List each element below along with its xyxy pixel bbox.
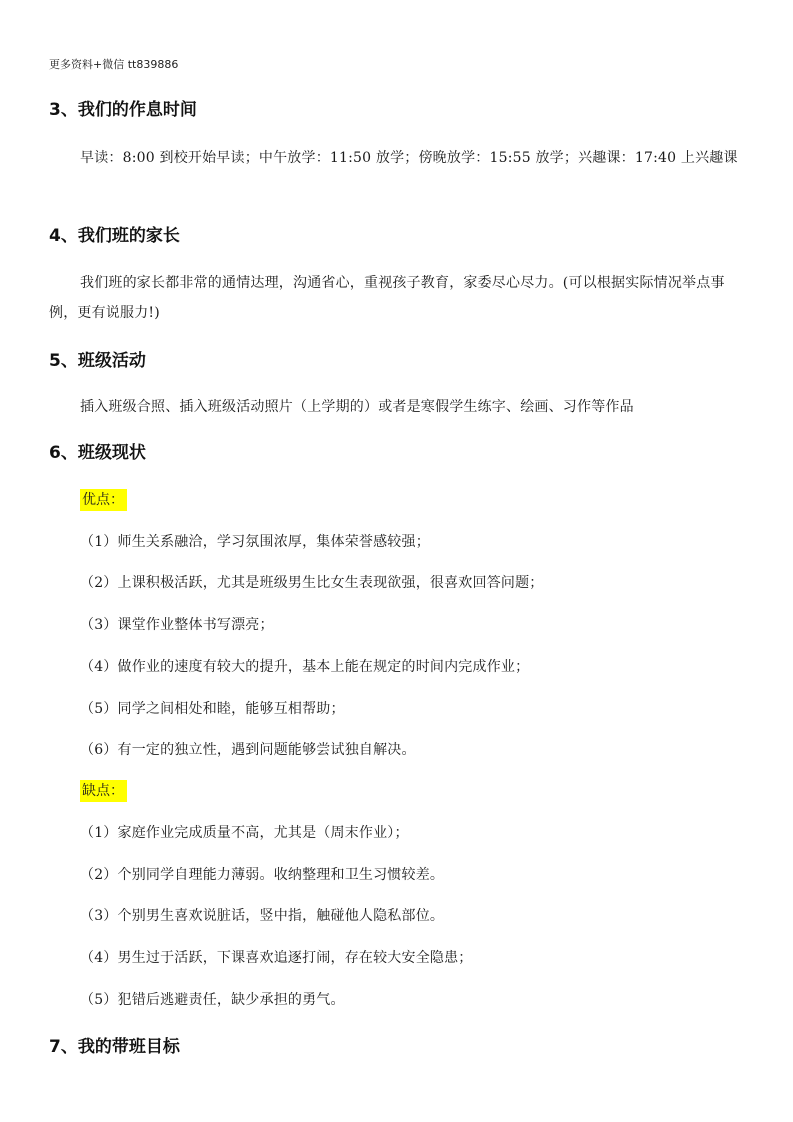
cons-item: （3）个别男生喜欢说脏话，竖中指，触碰他人隐私部位。 — [80, 908, 445, 924]
schedule-paragraph: 早读：8:00 到校开始早读；中午放学：11:50 放学；傍晚放学：15:55 放学；兴趣课：17:40 上兴趣课 — [80, 150, 738, 166]
pros-item: （2）上课积极活跃，尤其是班级男生比女生表现欲强，很喜欢回答问题； — [80, 575, 544, 591]
pros-item: （5）同学之间相处和睦，能够互相帮助； — [80, 701, 345, 717]
section-heading-schedule: 3、我们的作息时间 — [49, 100, 197, 120]
pros-label: 优点： — [80, 489, 127, 511]
activities-paragraph: 插入班级合照、插入班级活动照片（上学期的）或者是寒假学生练字、绘画、习作等作品 — [80, 399, 634, 415]
cons-item: （2）个别同学自理能力薄弱。收纳整理和卫生习惯较差。 — [80, 867, 445, 883]
pros-item: （4）做作业的速度有较大的提升，基本上能在规定的时间内完成作业； — [80, 659, 530, 675]
cons-item: （1）家庭作业完成质量不高，尤其是（周末作业）； — [80, 825, 409, 841]
section-heading-activities: 5、班级活动 — [49, 351, 146, 371]
pros-item: （3）课堂作业整体书写漂亮； — [80, 617, 274, 633]
pros-item: （6）有一定的独立性，遇到问题能够尝试独自解决。 — [80, 742, 416, 758]
cons-item: （5）犯错后逃避责任，缺少承担的勇气。 — [80, 992, 345, 1008]
section-heading-parents: 4、我们班的家长 — [49, 226, 180, 246]
section-heading-class-status: 6、班级现状 — [49, 443, 146, 463]
parents-paragraph: 我们班的家长都非常的通情达理，沟通省心，重视孩子教育，家委尽心尽力。(可以根据实际情况举点事例，更有说服力!) — [49, 275, 725, 321]
cons-item: （4）男生过于活跃，下课喜欢追逐打闹，存在较大安全隐患； — [80, 950, 473, 966]
cons-label: 缺点： — [80, 780, 127, 802]
section-heading-class-goals: 7、我的带班目标 — [49, 1037, 180, 1057]
header-note: 更多资料+微信 tt839886 — [49, 58, 179, 71]
pros-item: （1）师生关系融洽，学习氛围浓厚，集体荣誉感较强； — [80, 534, 430, 550]
